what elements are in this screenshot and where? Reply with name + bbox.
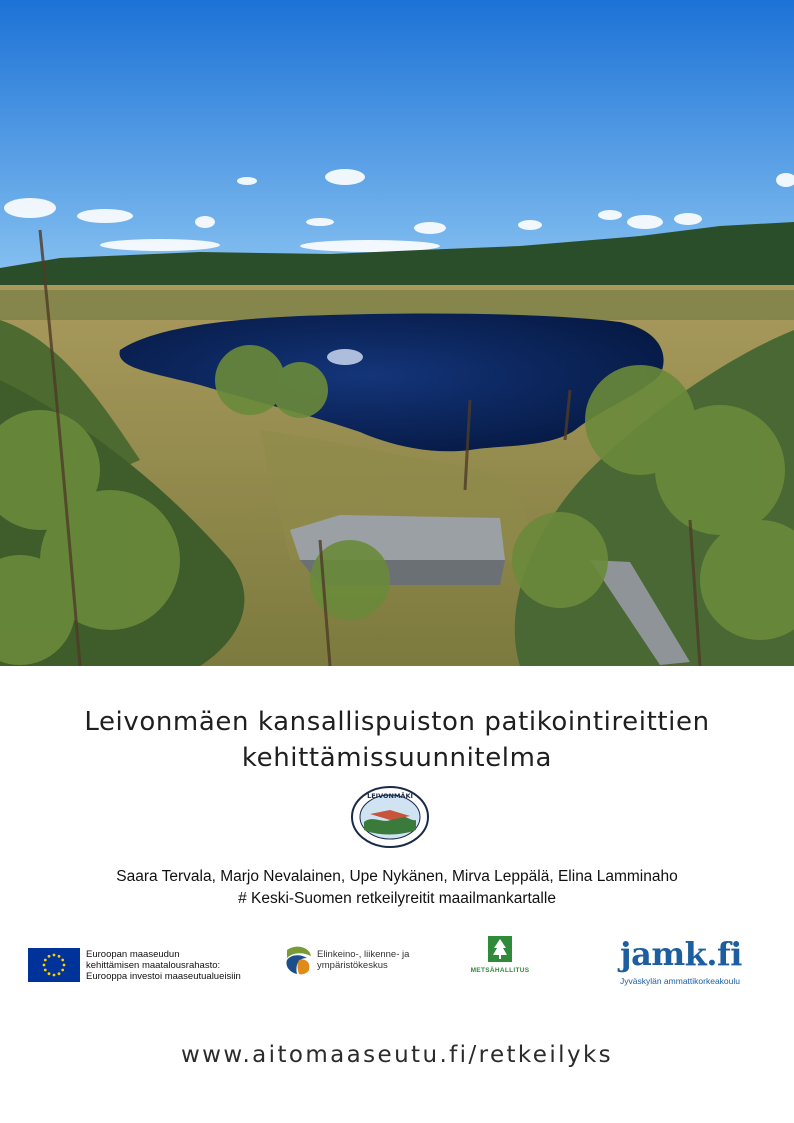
- metsahallitus-text: METSÄHALLITUS: [470, 967, 530, 974]
- project-name: # Keski-Suomen retkeilyreitit maailmankartalle: [238, 890, 556, 907]
- jamk-logo: [620, 936, 750, 986]
- ely-logo: [283, 944, 409, 976]
- ely-emblem-icon: [283, 944, 313, 976]
- title-line-1: Leivonmäen kansallispuiston patikointireittien: [84, 707, 710, 737]
- title-line-2: kehittämissuunnitelma: [241, 743, 553, 773]
- eu-logo-text: [86, 949, 241, 982]
- ely-text-line-1: Elinkeino-, liikenne- ja: [317, 949, 410, 960]
- jamk-subtitle: Jyväskylän ammattikorkeakoulu: [620, 976, 740, 986]
- eu-text-line-2: kehittämisen maatalousrahasto:: [86, 959, 221, 971]
- authors-block: [0, 866, 794, 910]
- ely-text-line-2: ympäristökeskus: [317, 960, 388, 971]
- author-names: Saara Tervala, Marjo Nevalainen, Upe Nykänen, Mirva Leppälä, Elina Lamminaho: [116, 868, 678, 885]
- partner-logos: [0, 936, 794, 996]
- document-title: [0, 704, 794, 776]
- park-logo-text: LEIVONMÄKI: [367, 792, 413, 800]
- eu-flag-icon: [28, 948, 80, 982]
- eu-text-line-1: Euroopan maaseudun: [86, 948, 180, 960]
- ely-logo-text: [317, 949, 409, 971]
- metsahallitus-tree-icon: [488, 936, 512, 962]
- leivonmaki-park-logo: [350, 786, 430, 848]
- jamk-wordmark: jamk.fi: [620, 935, 742, 973]
- website-url: www.aitomaaseutu.fi/retkeilyks: [180, 1042, 614, 1068]
- metsahallitus-logo: [470, 936, 530, 974]
- eu-logo: [28, 948, 241, 982]
- eu-text-line-3: Eurooppa investoi maaseutualueisiin: [86, 970, 241, 982]
